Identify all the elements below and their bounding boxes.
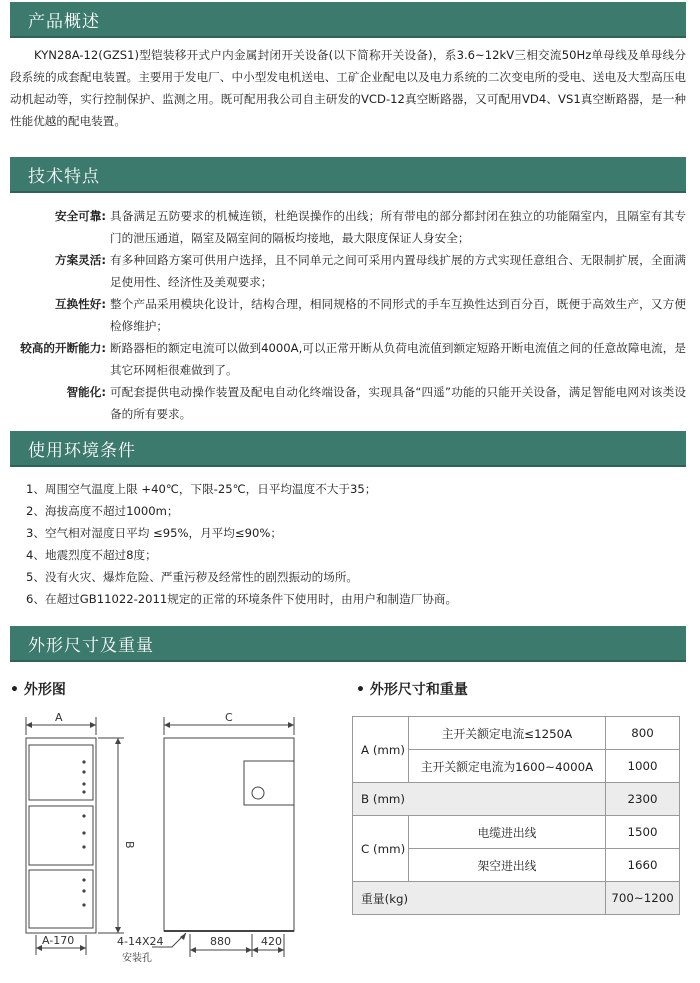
a-row1-cond: 主开关额定电流≤1250A <box>408 717 605 750</box>
weight-val: 700~1200 <box>606 882 680 915</box>
overview-paragraph: KYN28A-12(GZS1)型铠装移开式户内金属封闭开关设备(以下简称开关设备)，系3.6~12kV三相交流50Hz单母线及单母线分段系统的成套配电装置。主要用于发电厂、中小型发电机送电、工矿企业配电以及电力系统的二次变电所的受电、送电及大型高压电动机起动等，实行控制保护、监测之用。既可配用我公司自主研发的VCD-12真空断路器，又可配用VD4、VS1真空断路器，是一种性能优越的配电装置。 <box>10 48 686 128</box>
env-item: 4、地震烈度不超过8度； <box>26 548 157 562</box>
c-row2-cond: 架空进出线 <box>408 849 605 882</box>
table-row <box>353 783 680 816</box>
table-title-text: 外形尺寸和重量 <box>369 682 468 698</box>
side-view-box <box>244 761 294 805</box>
feature-label: 较高的开断能力: <box>20 341 106 355</box>
feature-label: 智能化: <box>66 385 106 399</box>
a-row2-val: 1000 <box>606 750 680 783</box>
side-view-cabinet <box>164 738 294 931</box>
feature-text: 断路器柜的额定电流可以做到4000A,可以正常开断从负荷电流值到额定短路开断电流值之间的任意故障电流，是其它环网柜很难做到了。 <box>110 341 686 377</box>
front-view-cabinet <box>26 738 96 933</box>
env-item: 6、在超过GB11022-2011规定的正常的环境条件下使用时，由用户和制造厂协商。 <box>26 592 458 606</box>
c-row2-val: 1660 <box>606 849 680 882</box>
bullet-icon: • <box>10 682 19 698</box>
dim-label-a170: A-170 <box>42 934 75 947</box>
dimensions-heading: 外形尺寸及重量 <box>28 636 154 656</box>
env-item: 2、海拔高度不超过1000m； <box>26 504 179 518</box>
feature-text: 有多种回路方案可供用户选择，且不同单元之间可采用内置母线扩展的方式实现任意组合、无限制扩展，全面满足使用性、经济性及美观要求； <box>110 253 686 289</box>
dim-label-c: C <box>225 711 233 724</box>
table-row <box>353 882 680 915</box>
dim-label-install: 安装孔 <box>122 953 152 964</box>
overview-heading: 产品概述 <box>28 12 100 32</box>
bullet-icon: • <box>356 682 365 698</box>
table-row <box>353 816 680 849</box>
environment-heading: 使用环境条件 <box>28 441 136 461</box>
env-item: 5、没有火灾、爆炸危险、严重污秽及经常性的剧烈振动的场所。 <box>26 570 359 584</box>
env-item: 3、空气相对湿度日平均 ≤95%，月平均≤90%； <box>26 526 282 540</box>
outline-title-text: 外形图 <box>23 682 66 698</box>
a-label-cell: A (mm) <box>353 717 409 783</box>
c-row1-val: 1500 <box>606 816 680 849</box>
side-view-round-window <box>252 787 264 799</box>
c-row1-cond: 电缆进出线 <box>408 816 605 849</box>
dim-label-880: 880 <box>210 935 231 948</box>
weight-label-cell: 重量(kg) <box>353 882 606 915</box>
c-label-cell: C (mm) <box>353 816 409 882</box>
feature-text: 整个产品采用模块化设计，结构合理，相同规格的不同形式的手车互换性达到百分百，既便于高效生产，又方便检修维护； <box>110 297 686 333</box>
spec-table <box>352 716 680 915</box>
dim-label-420: 420 <box>261 935 282 948</box>
env-item: 1、周围空气温度上限 +40℃，下限-25℃，日平均温度不大于35； <box>26 482 377 496</box>
dim-label-a: A <box>55 711 63 724</box>
b-val: 2300 <box>606 783 680 816</box>
feature-text: 具备满足五防要求的机械连锁，杜绝误操作的出线；所有带电的部分都封闭在独立的功能隔室内，且隔室有其专门的泄压通道，隔室及隔室间的隔板均接地，最大限度保证人身安全； <box>110 209 686 245</box>
table-row <box>353 717 680 750</box>
features-header <box>10 157 686 193</box>
feature-label: 互换性好: <box>54 297 106 311</box>
a-row1-val: 800 <box>606 717 680 750</box>
features-heading: 技术特点 <box>28 167 100 187</box>
b-label-cell: B (mm) <box>353 783 606 816</box>
feature-label: 方案灵活: <box>54 253 106 267</box>
overview-header <box>10 2 686 38</box>
dim-label-holes: 4-14X24 <box>117 935 164 948</box>
feature-text: 可配套提供电动操作装置及配电自动化终端设备，实现具备“四遥”功能的只能开关设备，满足智能电网对该类设备的所有要求。 <box>110 385 686 421</box>
environment-header <box>10 431 686 467</box>
table-title <box>356 679 468 699</box>
outline-drawing <box>0 705 345 980</box>
outline-title <box>10 679 66 699</box>
dimensions-header <box>10 626 686 662</box>
feature-label: 安全可靠: <box>54 209 106 223</box>
dim-label-b: B <box>123 841 136 849</box>
a-row2-cond: 主开关额定电流为1600~4000A <box>408 750 605 783</box>
